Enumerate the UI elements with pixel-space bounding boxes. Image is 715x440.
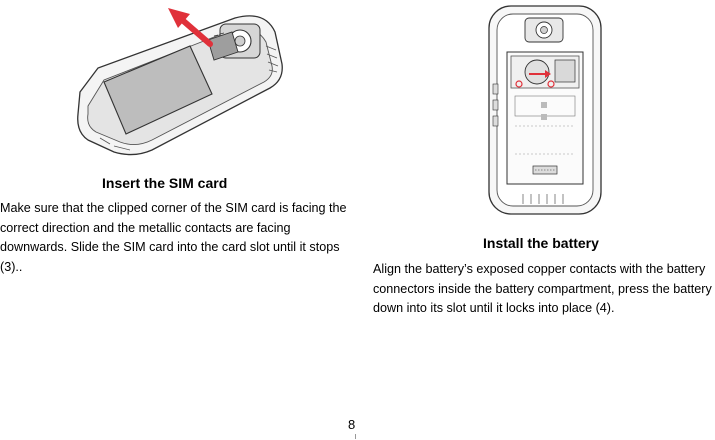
page-divider: [355, 434, 356, 439]
battery-compartment-illustration: [485, 4, 605, 216]
page-number: 8: [348, 417, 356, 432]
sim-card-insertion-illustration: [70, 2, 290, 162]
battery-section-title: Install the battery: [483, 235, 599, 251]
sim-section-title: Insert the SIM card: [102, 175, 228, 191]
sim-instructions: Make sure that the clipped corner of the SIM card is facing the correct direction and the metallic contacts are facing downwards. Slide the SIM card into the card slot until it stops (3)..: [0, 201, 347, 274]
battery-instructions: Align the battery’s exposed copper contacts with the battery connectors inside the battery compartment, press the battery down into its slot until it locks into place (4).: [373, 262, 712, 315]
